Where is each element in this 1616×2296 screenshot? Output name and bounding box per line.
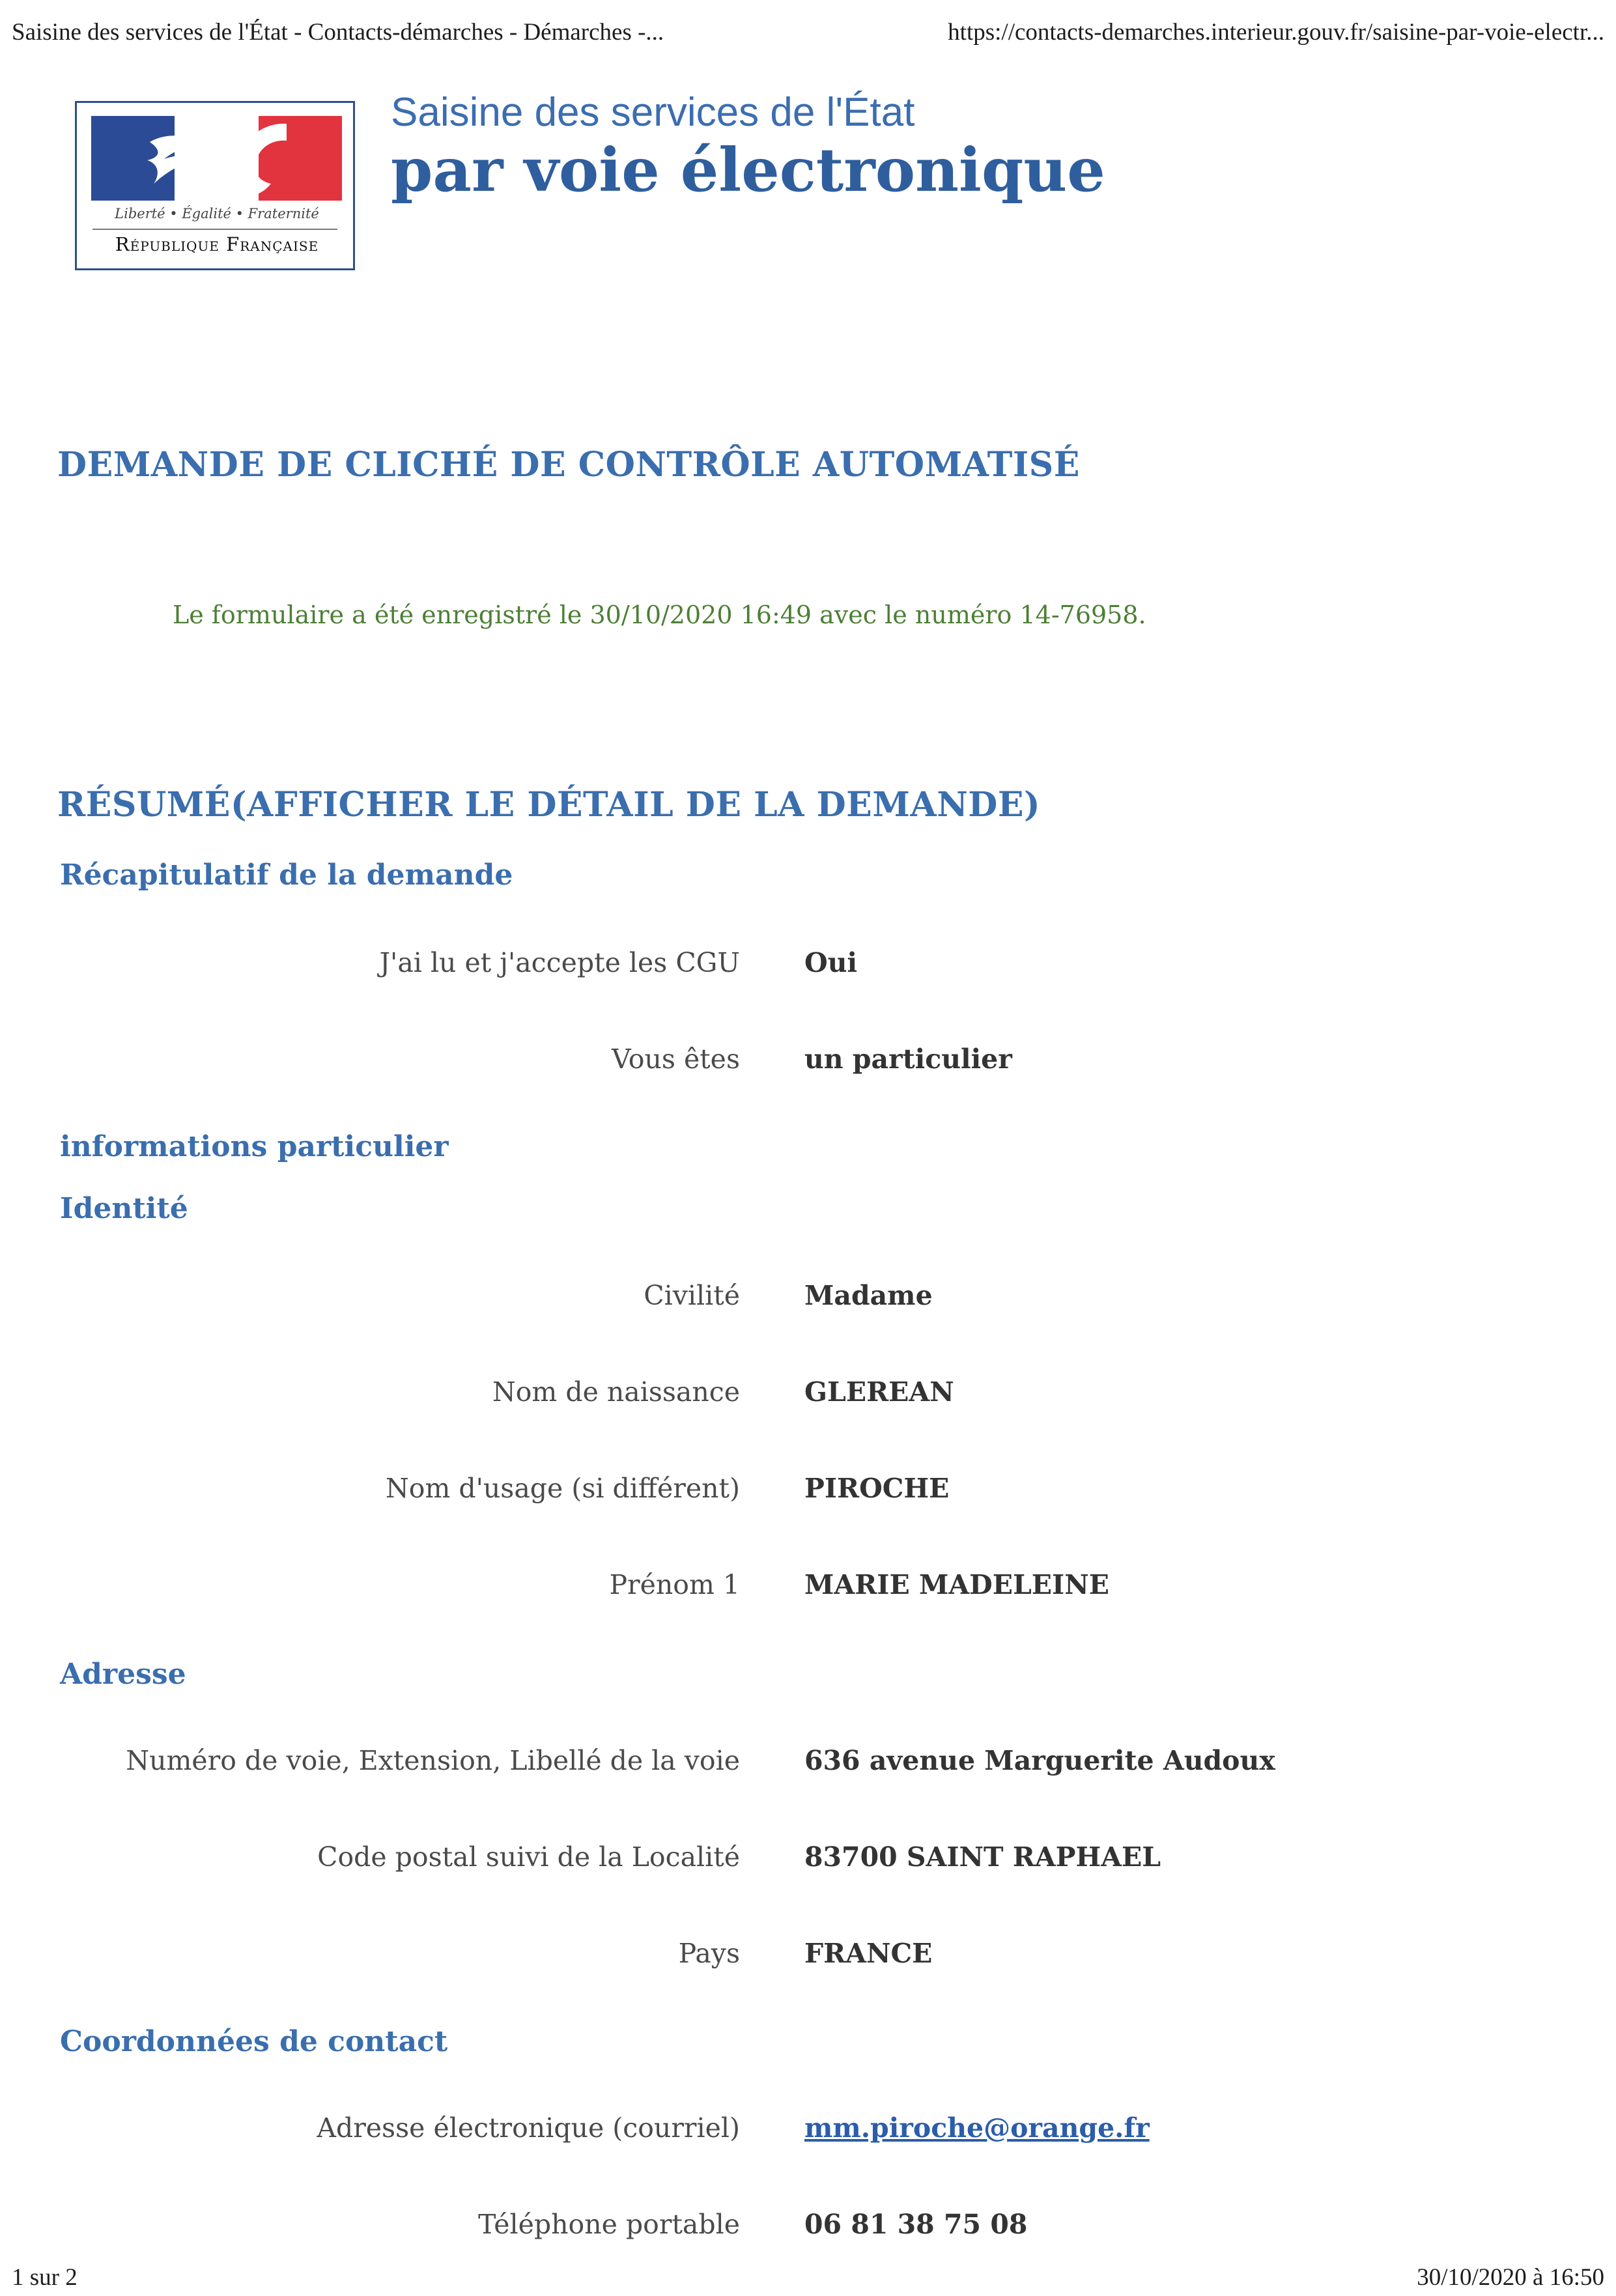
field-value: 06 81 38 75 08 — [804, 2209, 1028, 2240]
field-label: Pays — [678, 1938, 740, 1969]
print-page-title: Saisine des services de l'État - Contacts-démarches - Démarches -... — [12, 19, 664, 46]
field-value: GLEREAN — [804, 1376, 954, 1408]
summary-row — [0, 1841, 1616, 1880]
logo-divider — [92, 229, 337, 230]
site-title-line2: par voie électronique — [391, 135, 1105, 205]
confirmation-message: Le formulaire a été enregistré le 30/10/2020 16:49 avec le numéro 14-76958. — [173, 601, 1146, 629]
field-value: 83700 SAINT RAPHAEL — [804, 1841, 1161, 1873]
site-title-line1: Saisine des services de l'État — [391, 90, 915, 135]
summary-row — [0, 1569, 1616, 1608]
field-value: Oui — [804, 947, 858, 978]
print-header — [12, 18, 1604, 57]
print-page-number: 1 sur 2 — [12, 2264, 78, 2291]
print-footer — [12, 2263, 1604, 2296]
field-label: J'ai lu et j'accepte les CGU — [379, 947, 740, 978]
summary-row — [0, 2209, 1616, 2248]
republique-francaise-logo[interactable] — [75, 101, 355, 270]
field-label: Nom d'usage (si différent) — [385, 1473, 740, 1504]
summary-row — [0, 2112, 1616, 2151]
summary-row — [0, 1473, 1616, 1512]
field-label: Téléphone portable — [478, 2209, 740, 2240]
summary-row — [0, 947, 1616, 986]
field-value: un particulier — [804, 1043, 1012, 1075]
field-label: Nom de naissance — [492, 1376, 740, 1408]
field-value: 636 avenue Marguerite Audoux — [804, 1745, 1275, 1776]
field-label: Civilité — [644, 1280, 740, 1311]
particulier-heading: informations particulier — [60, 1130, 449, 1163]
summary-title-link[interactable]: RÉSUMÉ(AFFICHER LE DÉTAIL DE LA DEMANDE) — [57, 785, 1041, 825]
field-label: Prénom 1 — [609, 1569, 740, 1600]
republique-francaise-text: République Française — [115, 233, 319, 255]
site-title[interactable] — [391, 88, 1105, 203]
adresse-heading: Adresse — [60, 1658, 186, 1691]
field-label: Vous êtes — [611, 1043, 740, 1075]
field-value: Madame — [804, 1280, 933, 1311]
field-label: Numéro de voie, Extension, Libellé de la voie — [126, 1745, 740, 1776]
summary-row — [0, 1745, 1616, 1784]
motto: Liberté • Égalité • Fraternité — [115, 206, 319, 221]
marianne-icon — [91, 116, 342, 201]
summary-row — [0, 1280, 1616, 1319]
summary-row — [0, 1376, 1616, 1415]
email-link[interactable]: mm.piroche@orange.fr — [804, 2112, 1150, 2144]
summary-row — [0, 1043, 1616, 1083]
field-value: PIROCHE — [804, 1473, 950, 1504]
summary-row — [0, 1938, 1616, 1977]
form-title: DEMANDE DE CLICHÉ DE CONTRÔLE AUTOMATISÉ — [57, 445, 1080, 485]
field-value: MARIE MADELEINE — [804, 1569, 1109, 1600]
field-value: FRANCE — [804, 1938, 933, 1969]
print-url: https://contacts-demarches.interieur.gouv.fr/saisine-par-voie-electr... — [948, 19, 1604, 46]
print-datetime: 30/10/2020 à 16:50 — [1417, 2264, 1604, 2291]
field-label: Code postal suivi de la Localité — [317, 1841, 740, 1873]
recap-heading: Récapitulatif de la demande — [60, 858, 513, 892]
identite-heading: Identité — [60, 1192, 188, 1225]
contact-heading: Coordonnées de contact — [60, 2025, 448, 2058]
field-label: Adresse électronique (courriel) — [317, 2112, 740, 2144]
